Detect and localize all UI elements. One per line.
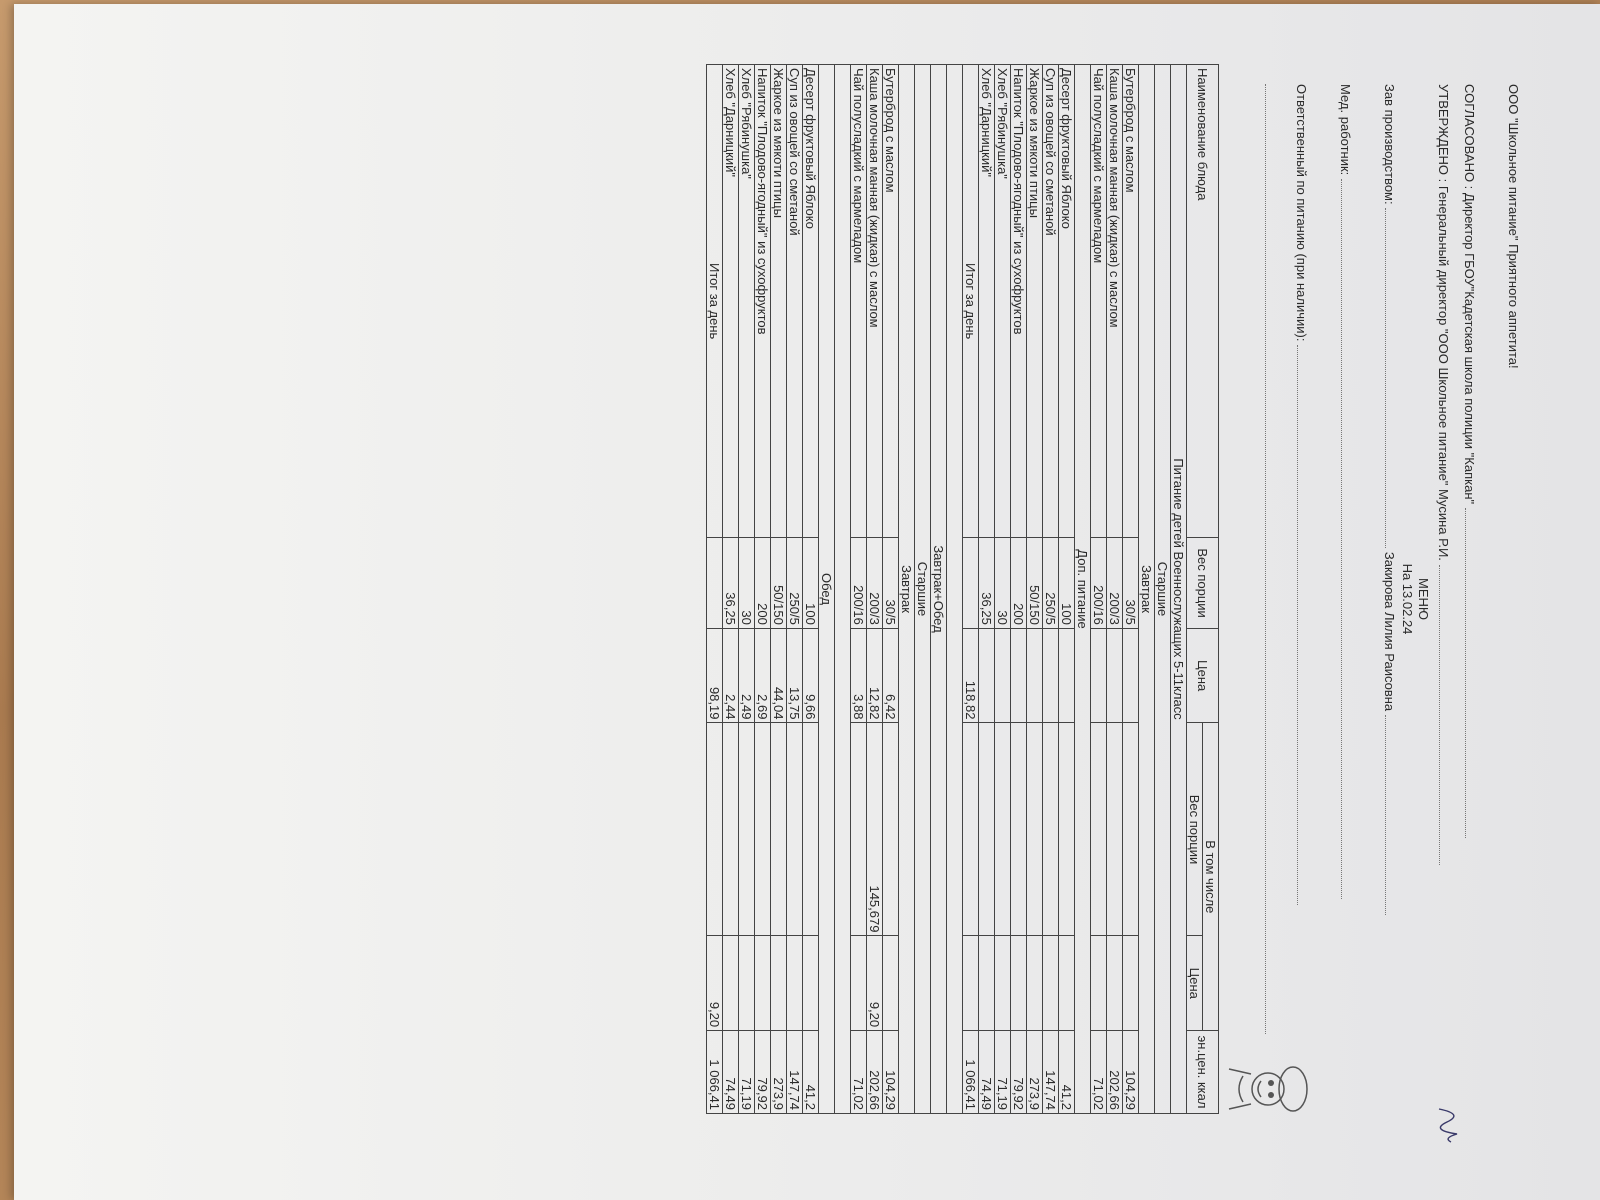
table-row <box>803 65 819 1114</box>
head-production-line <box>1382 84 1397 1194</box>
section-row <box>1155 65 1171 1114</box>
header-name: Наименование блюда <box>1187 65 1219 538</box>
dish-inc-weight <box>995 723 1011 936</box>
section-row <box>899 65 915 1114</box>
table-row <box>1027 65 1043 1114</box>
section-title: Питание детей Военнослужащих 5-11класс <box>1171 65 1187 1114</box>
dish-weight: 50/150 <box>1027 538 1043 629</box>
table-row <box>995 65 1011 1114</box>
signature-line <box>1385 208 1386 548</box>
dish-name: Чай полусладкий с мармеладом <box>851 65 867 538</box>
section-extra-title: Доп. питание <box>1075 65 1091 1114</box>
dish-inc-weight <box>851 723 867 936</box>
header-price: Цена <box>1187 628 1219 723</box>
dish-weight: 200 <box>755 538 771 629</box>
dish-inc-price <box>1043 936 1059 1031</box>
dish-kcal: 202,66 <box>1107 1031 1123 1114</box>
dish-weight: 250/5 <box>787 538 803 629</box>
dish-inc-price <box>803 936 819 1031</box>
dish-inc-price <box>851 936 867 1031</box>
dish-kcal: 273,9 <box>1027 1031 1043 1114</box>
dish-name: Каша молочная манная (жидкая) с маслом <box>1107 65 1123 538</box>
total-price: 98,19 <box>707 628 723 723</box>
cartoon-stamp-icon <box>1223 1054 1313 1124</box>
section-row <box>819 65 835 1114</box>
header-energy: эн.цен. ккал <box>1187 1031 1219 1114</box>
dish-kcal: 147,74 <box>1043 1031 1059 1114</box>
table-row <box>771 65 787 1114</box>
dish-inc-price <box>995 936 1011 1031</box>
dish-price: 9,66 <box>803 628 819 723</box>
dish-price: 13,75 <box>787 628 803 723</box>
dish-price: 2,44 <box>723 628 739 723</box>
dish-inc-price <box>1011 936 1027 1031</box>
section-row <box>1139 65 1155 1114</box>
agreed-line <box>1462 84 1477 1194</box>
table-row <box>979 65 995 1114</box>
dish-inc-price <box>755 936 771 1031</box>
dish-kcal: 79,92 <box>1011 1031 1027 1114</box>
dish-inc-price <box>1091 936 1107 1031</box>
dish-inc-price <box>723 936 739 1031</box>
section-title: Завтрак+Обед <box>931 65 947 1114</box>
dish-kcal: 71,19 <box>739 1031 755 1114</box>
dish-price <box>1091 628 1107 723</box>
table-row <box>755 65 771 1114</box>
dish-inc-weight <box>979 723 995 936</box>
blank-cell <box>947 65 963 1114</box>
section-row <box>931 65 947 1114</box>
dish-inc-weight <box>1059 723 1075 936</box>
table-header-row <box>1203 65 1219 1114</box>
table-row <box>851 65 867 1114</box>
medic-label: Мед. работник: <box>1338 84 1353 176</box>
signature-line <box>1465 508 1466 838</box>
dish-price <box>1059 628 1075 723</box>
dish-inc-weight <box>739 723 755 936</box>
section-meal: Завтрак <box>899 65 915 1114</box>
dish-weight: 30 <box>995 538 1011 629</box>
dish-kcal: 71,02 <box>1091 1031 1107 1114</box>
responsible-line <box>1294 84 1309 1194</box>
head-production-name: Закирова Лилия Раисовна <box>1382 551 1397 712</box>
total-kcal: 1 066,41 <box>963 1031 979 1114</box>
dish-weight: 50/150 <box>771 538 787 629</box>
dish-inc-weight <box>1107 723 1123 936</box>
agreed-text: СОГЛАСОВАНО : Директор ГБОУ"Кадетская школа полиции "Капкан" <box>1462 84 1477 505</box>
menu-table <box>706 64 1219 1114</box>
total-row <box>963 65 979 1114</box>
dish-weight: 100 <box>803 538 819 629</box>
dish-inc-weight <box>755 723 771 936</box>
dish-name: Напиток "Плодово-ягодный" из сухофруктов <box>1011 65 1027 538</box>
signature-line <box>1385 715 1386 915</box>
section-lunch-title: Обед <box>819 65 835 1114</box>
dish-price: 6,42 <box>883 628 899 723</box>
dish-name: Десерт фруктовый Яблоко <box>803 65 819 538</box>
dish-kcal: 273,9 <box>771 1031 787 1114</box>
dish-kcal: 71,19 <box>995 1031 1011 1114</box>
dish-inc-weight <box>883 723 899 936</box>
dish-name: Суп из овощей со сметаной <box>1043 65 1059 538</box>
dish-price <box>1027 628 1043 723</box>
table-row <box>1107 65 1123 1114</box>
handwritten-signature-icon <box>1429 1104 1469 1144</box>
dish-name: Суп из овощей со сметаной <box>787 65 803 538</box>
dish-kcal: 74,49 <box>979 1031 995 1114</box>
dish-name: Каша молочная манная (жидкая) с маслом <box>867 65 883 538</box>
table-row <box>1059 65 1075 1114</box>
dish-inc-price <box>787 936 803 1031</box>
section-meal: Завтрак <box>1139 65 1155 1114</box>
dish-price: 2,49 <box>739 628 755 723</box>
dish-name: Бутерброд с маслом <box>883 65 899 538</box>
approved-line <box>1436 84 1451 1194</box>
dish-weight: 200/3 <box>1107 538 1123 629</box>
dish-inc-price <box>979 936 995 1031</box>
dish-inc-price: 9,20 <box>867 936 883 1031</box>
dish-inc-price <box>1059 936 1075 1031</box>
dish-price <box>1043 628 1059 723</box>
header-including: В том числе <box>1203 723 1219 1031</box>
dish-weight: 200/16 <box>1091 538 1107 629</box>
dish-inc-weight <box>723 723 739 936</box>
dish-weight: 200 <box>1011 538 1027 629</box>
responsible-label: Ответственный по питанию (при наличии): <box>1294 84 1309 342</box>
dish-name: Десерт фруктовый Яблоко <box>1059 65 1075 538</box>
dish-name: Напиток "Плодово-ягодный" из сухофруктов <box>755 65 771 538</box>
dish-name: Хлеб "Рябинушка" <box>995 65 1011 538</box>
dish-price: 2,69 <box>755 628 771 723</box>
dish-weight: 250/5 <box>1043 538 1059 629</box>
dish-kcal: 79,92 <box>755 1031 771 1114</box>
dish-price <box>1107 628 1123 723</box>
total-inc-price <box>963 936 979 1031</box>
total-weight <box>707 538 723 629</box>
table-row <box>787 65 803 1114</box>
dish-inc-weight <box>771 723 787 936</box>
dish-weight: 30/5 <box>1123 538 1139 629</box>
dish-price: 12,82 <box>867 628 883 723</box>
dish-inc-price <box>1107 936 1123 1031</box>
dish-name: Бутерброд с маслом <box>1123 65 1139 538</box>
dish-weight: 36,25 <box>723 538 739 629</box>
dish-inc-weight <box>787 723 803 936</box>
signature-line <box>1341 179 1342 899</box>
menu-date: На 13.02.24 <box>1400 563 1415 635</box>
dish-price <box>995 628 1011 723</box>
dish-kcal: 74,49 <box>723 1031 739 1114</box>
section-group: Старшие <box>915 65 931 1114</box>
total-row <box>707 65 723 1114</box>
table-row <box>723 65 739 1114</box>
dish-name: Жаркое из мякоти птицы <box>1027 65 1043 538</box>
blank-row <box>947 65 963 1114</box>
dish-inc-weight: 145,679 <box>867 723 883 936</box>
dish-inc-price <box>1123 936 1139 1031</box>
dish-weight: 200/16 <box>851 538 867 629</box>
head-production-label: Зав производством: <box>1382 84 1397 205</box>
medic-line <box>1338 84 1353 1194</box>
dish-price <box>1123 628 1139 723</box>
menu-title: МЕНЮ <box>1416 577 1431 621</box>
table-row <box>1091 65 1107 1114</box>
section-group: Старшие <box>1155 65 1171 1114</box>
dish-inc-weight <box>1011 723 1027 936</box>
dish-weight: 30 <box>739 538 755 629</box>
dish-inc-weight <box>1091 723 1107 936</box>
dish-weight: 100 <box>1059 538 1075 629</box>
header-inc-weight: Вес порции <box>1187 723 1203 936</box>
dish-inc-weight <box>803 723 819 936</box>
dish-inc-price <box>739 936 755 1031</box>
table-row <box>1011 65 1027 1114</box>
dish-inc-weight <box>1043 723 1059 936</box>
dish-kcal: 104,29 <box>1123 1031 1139 1114</box>
blank-line <box>1262 84 1277 1194</box>
dish-kcal: 41,2 <box>803 1031 819 1114</box>
company-line: ООО "Школьное питание" Приятного аппетита! <box>1506 84 1521 369</box>
dish-kcal: 104,29 <box>883 1031 899 1114</box>
total-inc-weight <box>963 723 979 936</box>
dish-inc-price <box>883 936 899 1031</box>
total-inc-weight <box>707 723 723 936</box>
dish-price <box>979 628 995 723</box>
blank-row <box>835 65 851 1114</box>
total-inc-price: 9,20 <box>707 936 723 1031</box>
section-row <box>915 65 931 1114</box>
table-row <box>883 65 899 1114</box>
table-row <box>1043 65 1059 1114</box>
dish-price <box>1011 628 1027 723</box>
dish-kcal: 202,66 <box>867 1031 883 1114</box>
dish-kcal: 41,2 <box>1059 1031 1075 1114</box>
total-weight <box>963 538 979 629</box>
section-row <box>1171 65 1187 1114</box>
dish-price: 44,04 <box>771 628 787 723</box>
dish-weight: 30/5 <box>883 538 899 629</box>
signature-line <box>1439 565 1440 865</box>
dish-weight: 200/3 <box>867 538 883 629</box>
header-inc-price: Цена <box>1187 936 1203 1031</box>
table-row <box>867 65 883 1114</box>
dish-name: Хлеб "Рябинушка" <box>739 65 755 538</box>
dish-inc-weight <box>1027 723 1043 936</box>
total-label: Итог за день <box>963 65 979 538</box>
menu-document <box>519 44 1549 1154</box>
table-row <box>1123 65 1139 1114</box>
dish-inc-weight <box>1123 723 1139 936</box>
dish-price: 3,88 <box>851 628 867 723</box>
total-kcal: 1 066,41 <box>707 1031 723 1114</box>
dish-name: Чай полусладкий с мармеладом <box>1091 65 1107 538</box>
dish-weight: 36,25 <box>979 538 995 629</box>
header-weight: Вес порции <box>1187 538 1219 629</box>
dish-inc-price <box>1027 936 1043 1031</box>
signature-line <box>1265 84 1266 1034</box>
approved-text: УТВЕРЖДЕНО : Генеральный директор "ООО Школьное питание" Мусина Р.И. <box>1436 84 1451 561</box>
menu-sheet <box>14 4 1600 1200</box>
signature-line <box>1297 345 1298 905</box>
section-row <box>1075 65 1091 1114</box>
dish-kcal: 147,74 <box>787 1031 803 1114</box>
dish-name: Жаркое из мякоти птицы <box>771 65 787 538</box>
blank-cell <box>835 65 851 1114</box>
total-price: 118,82 <box>963 628 979 723</box>
total-label: Итог за день <box>707 65 723 538</box>
table-row <box>739 65 755 1114</box>
dish-inc-price <box>771 936 787 1031</box>
dish-name: Хлеб "Дарницкий" <box>723 65 739 538</box>
dish-name: Хлеб "Дарницкий" <box>979 65 995 538</box>
dish-kcal: 71,02 <box>851 1031 867 1114</box>
